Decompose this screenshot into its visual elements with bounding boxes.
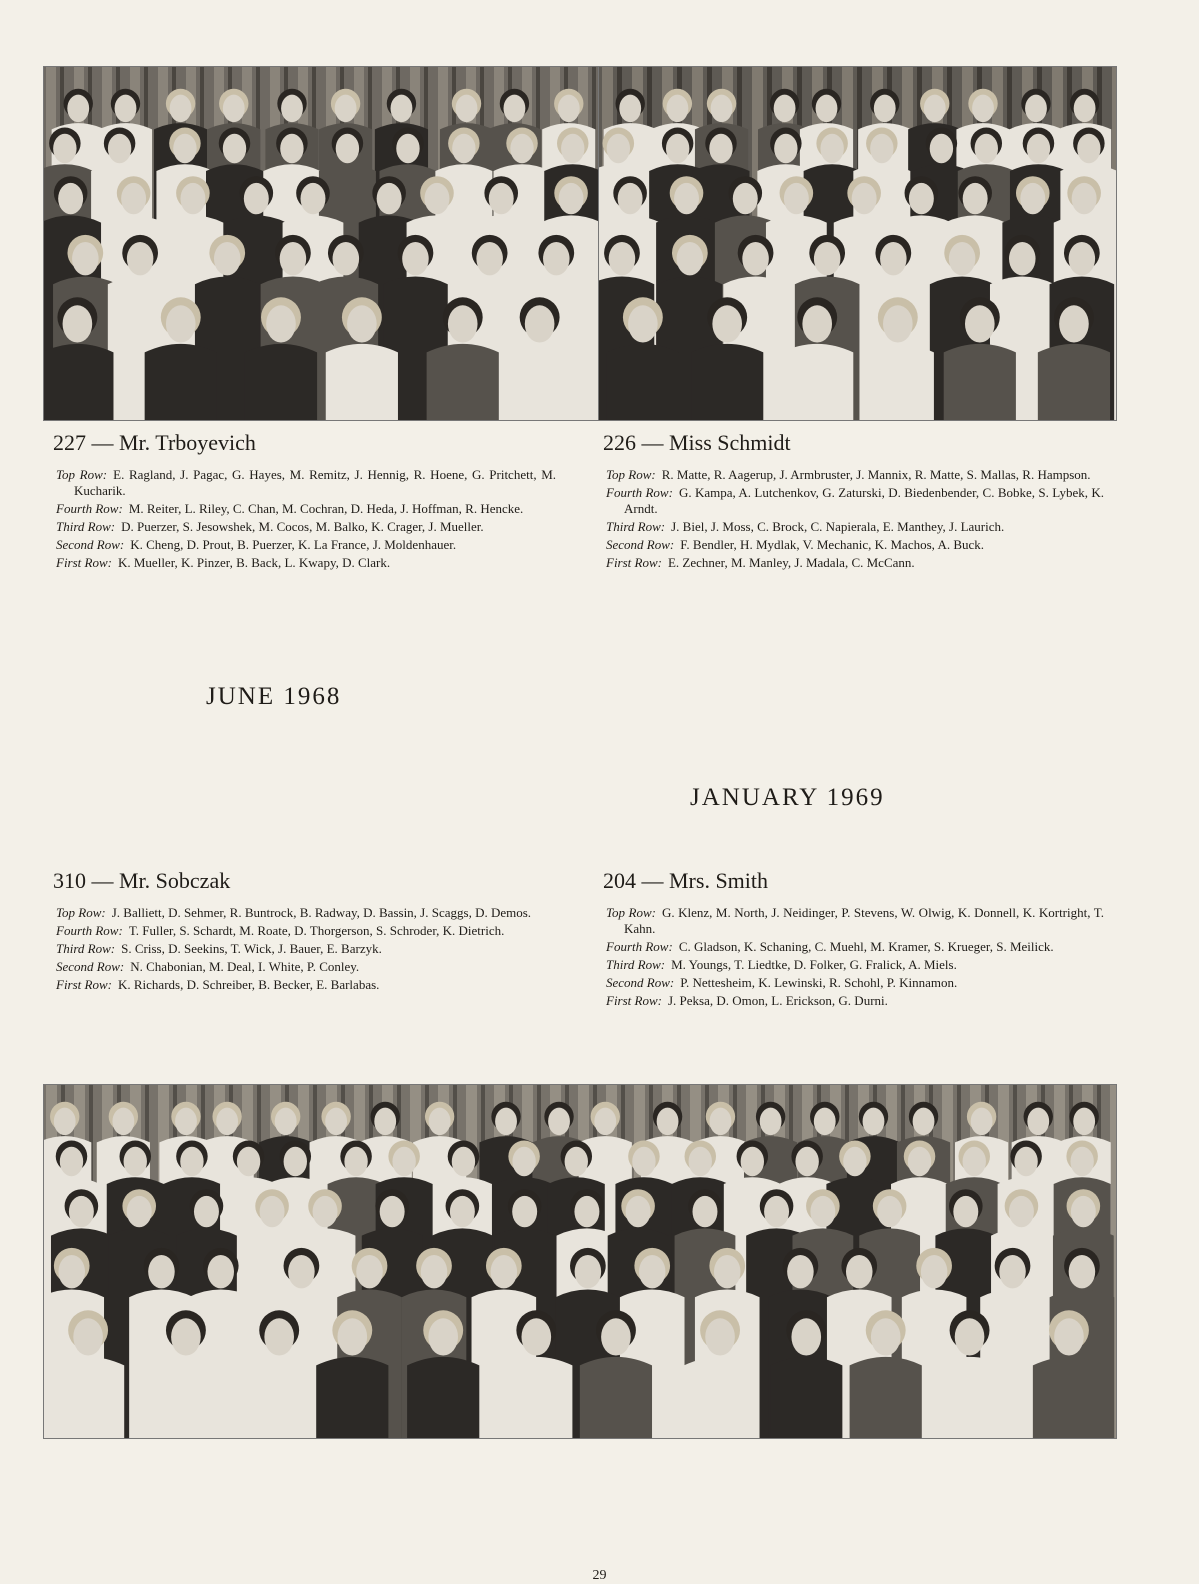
- student-face: [180, 1147, 203, 1176]
- student-face: [112, 1108, 134, 1135]
- row-names: K. Cheng, D. Prout, B. Puerzer, K. La France, J. Moldenhauer.: [130, 537, 457, 552]
- student-face: [909, 183, 934, 214]
- roster-row: [56, 923, 556, 939]
- student-face: [814, 242, 841, 275]
- row-label: Fourth Row:: [606, 939, 673, 954]
- roster-row: [606, 975, 1104, 991]
- student-face: [67, 95, 89, 122]
- student-face: [280, 242, 307, 275]
- student-face: [1071, 1196, 1096, 1227]
- student-face: [53, 134, 76, 163]
- student-face: [949, 242, 976, 275]
- roster-row: [606, 555, 1104, 571]
- class-title-310: 310 — Mr. Sobczak: [53, 868, 231, 893]
- student-face: [335, 95, 357, 122]
- row-label: Second Row:: [56, 537, 125, 552]
- row-label: First Row:: [606, 555, 662, 570]
- student-face: [377, 183, 402, 214]
- student-face: [288, 1255, 315, 1288]
- roster-row: [606, 485, 1104, 517]
- student-face: [883, 305, 913, 342]
- student-face: [607, 134, 630, 163]
- class-roster-226: [606, 467, 1104, 573]
- student-face: [674, 183, 699, 214]
- roster-row: [56, 537, 556, 553]
- student-figure: [770, 1357, 842, 1438]
- student-face: [594, 1108, 616, 1135]
- student-face: [476, 242, 503, 275]
- row-label: Third Row:: [56, 941, 116, 956]
- student-face: [784, 183, 809, 214]
- student-face: [820, 134, 843, 163]
- student-face: [207, 1255, 234, 1288]
- student-face: [456, 95, 478, 122]
- row-names: F. Bendler, H. Mydlak, V. Mechanic, K. Machos, A. Buck.: [680, 537, 985, 552]
- row-names: P. Nettesheim, K. Lewinski, R. Schohl, P. Kinnamon.: [680, 975, 958, 990]
- student-face: [816, 95, 838, 122]
- student-face: [657, 1108, 679, 1135]
- student-face: [559, 183, 584, 214]
- student-figure: [504, 344, 576, 420]
- row-label: Second Row:: [606, 537, 675, 552]
- student-face: [714, 1255, 741, 1288]
- student-face: [127, 1196, 152, 1227]
- row-names: M. Reiter, L. Riley, C. Chan, M. Cochran, D. Heda, J. Hoffman, R. Hencke.: [128, 501, 524, 516]
- student-face: [374, 1108, 396, 1135]
- student-face: [491, 1255, 518, 1288]
- student-face: [336, 134, 359, 163]
- student-face: [171, 1318, 201, 1355]
- student-figure: [243, 1357, 315, 1438]
- class-roster-204: [606, 905, 1104, 1011]
- student-face: [843, 1147, 866, 1176]
- student-face: [972, 95, 994, 122]
- student-face: [337, 1318, 367, 1355]
- student-face: [1020, 183, 1045, 214]
- student-face: [628, 305, 658, 342]
- student-face: [421, 1255, 448, 1288]
- student-face: [953, 1196, 978, 1227]
- roster-row: [606, 957, 1104, 973]
- student-face: [913, 1108, 935, 1135]
- student-face: [58, 1255, 85, 1288]
- student-face: [710, 1108, 732, 1135]
- roster-row: [56, 959, 556, 975]
- row-label: Top Row:: [606, 905, 656, 920]
- student-face: [380, 1196, 405, 1227]
- student-face: [609, 242, 636, 275]
- student-face: [774, 95, 796, 122]
- student-face: [424, 183, 449, 214]
- student-figure: [850, 1357, 922, 1438]
- student-face: [448, 305, 478, 342]
- student-face: [194, 1196, 219, 1227]
- student-face: [69, 1196, 94, 1227]
- student-figure: [427, 344, 499, 420]
- student-face: [450, 1196, 475, 1227]
- student-face: [313, 1196, 338, 1227]
- student-face: [396, 134, 419, 163]
- roster-row: [606, 467, 1104, 483]
- class-photo-310-204: [43, 1084, 1117, 1439]
- row-names: G. Klenz, M. North, J. Neidinger, P. Stevens, W. Olwig, K. Donnell, K. Kortright, T. Kahn.: [624, 905, 1104, 936]
- student-face: [392, 1147, 415, 1176]
- heading-june-1968: JUNE 1968: [206, 683, 342, 710]
- row-label: Fourth Row:: [606, 485, 673, 500]
- student-face: [963, 1147, 986, 1176]
- row-names: K. Richards, D. Schreiber, B. Becker, E. Barlabas.: [117, 977, 380, 992]
- student-face: [870, 134, 893, 163]
- student-face: [260, 1196, 285, 1227]
- row-label: First Row:: [56, 555, 112, 570]
- student-face: [930, 134, 953, 163]
- class-photo-226: [598, 66, 1117, 421]
- student-figure: [407, 1357, 479, 1438]
- student-face: [108, 134, 131, 163]
- student-figure: [781, 344, 853, 420]
- student-face: [705, 1318, 735, 1355]
- row-names: S. Criss, D. Seekins, T. Wick, J. Bauer, E. Barzyk.: [121, 941, 382, 956]
- roster-row: [56, 467, 556, 499]
- student-face: [121, 183, 146, 214]
- student-face: [495, 1108, 517, 1135]
- student-face: [115, 95, 137, 122]
- row-label: Fourth Row:: [56, 501, 123, 516]
- student-face: [489, 183, 514, 214]
- row-names: J. Peksa, D. Omon, L. Erickson, G. Durni.: [667, 993, 888, 1008]
- student-face: [601, 1318, 631, 1355]
- row-names: J. Biel, J. Moss, C. Brock, C. Napierala, E. Manthey, J. Laurich.: [671, 519, 1005, 534]
- student-face: [1025, 95, 1047, 122]
- student-face: [1059, 305, 1089, 342]
- student-face: [693, 1196, 718, 1227]
- student-face: [863, 1108, 885, 1135]
- student-figure: [145, 344, 217, 420]
- roster-row: [56, 941, 556, 957]
- student-face: [565, 1147, 588, 1176]
- student-face: [148, 1255, 175, 1288]
- row-label: Top Row:: [56, 905, 106, 920]
- student-face: [504, 95, 526, 122]
- student-face: [452, 134, 475, 163]
- student-face: [63, 305, 93, 342]
- student-face: [175, 1108, 197, 1135]
- student-face: [402, 242, 429, 275]
- row-names: M. Youngs, T. Liedtke, D. Folker, G. Fralick, A. Miels.: [671, 957, 957, 972]
- roster-row: [606, 537, 1104, 553]
- roster-row: [606, 905, 1104, 937]
- student-face: [814, 1108, 836, 1135]
- student-face: [173, 134, 196, 163]
- row-label: Top Row:: [56, 467, 108, 482]
- student-face: [742, 242, 769, 275]
- student-face: [543, 242, 570, 275]
- photo-graphic: [44, 1085, 1116, 1438]
- roster-row: [606, 993, 1104, 1009]
- roster-row: [606, 519, 1104, 535]
- student-face: [58, 183, 83, 214]
- student-face: [626, 1196, 651, 1227]
- student-figure: [316, 1357, 388, 1438]
- student-face: [73, 1318, 103, 1355]
- photo-graphic: [44, 67, 599, 420]
- student-figure: [52, 1357, 124, 1438]
- student-face: [216, 1108, 238, 1135]
- student-face: [709, 134, 732, 163]
- class-photo-227: [43, 66, 600, 421]
- row-names: R. Matte, R. Aagerup, J. Armbruster, J. Mannix, R. Matte, S. Mallas, R. Hampson.: [661, 467, 1091, 482]
- student-face: [852, 183, 877, 214]
- student-face: [965, 305, 995, 342]
- roster-row: [606, 939, 1104, 955]
- student-figure: [150, 1357, 222, 1438]
- student-face: [877, 1196, 902, 1227]
- student-face: [999, 1255, 1026, 1288]
- student-face: [764, 1196, 789, 1227]
- student-figure: [933, 1357, 1005, 1438]
- student-face: [574, 1196, 599, 1227]
- student-face: [72, 242, 99, 275]
- roster-row: [56, 501, 556, 517]
- student-figure: [1033, 1357, 1105, 1438]
- class-roster-227: [56, 467, 556, 573]
- student-face: [880, 242, 907, 275]
- student-face: [512, 1196, 537, 1227]
- student-figure: [684, 1357, 756, 1438]
- class-roster-310: [56, 905, 556, 995]
- student-face: [1070, 1147, 1093, 1176]
- student-face: [391, 95, 413, 122]
- student-face: [214, 242, 241, 275]
- student-face: [127, 242, 154, 275]
- student-face: [955, 1318, 985, 1355]
- student-face: [166, 305, 196, 342]
- student-figure: [326, 344, 398, 420]
- student-face: [333, 242, 360, 275]
- student-face: [1069, 1255, 1096, 1288]
- row-label: Third Row:: [606, 519, 666, 534]
- student-face: [810, 1196, 835, 1227]
- student-face: [975, 134, 998, 163]
- row-names: E. Ragland, J. Pagac, G. Hayes, M. Remitz, J. Hennig, R. Hoene, G. Pritchett, M. Kucharik.: [74, 467, 557, 498]
- student-figure: [580, 1357, 652, 1438]
- heading-january-1969: JANUARY 1969: [690, 784, 885, 811]
- row-label: Second Row:: [56, 959, 125, 974]
- row-names: K. Mueller, K. Pinzer, B. Back, L. Kwapy, D. Clark.: [117, 555, 391, 570]
- student-face: [774, 134, 797, 163]
- student-face: [575, 1255, 602, 1288]
- student-face: [874, 95, 896, 122]
- student-face: [264, 1318, 294, 1355]
- student-figure: [607, 344, 679, 420]
- student-face: [1069, 242, 1096, 275]
- roster-row: [56, 519, 556, 535]
- student-face: [908, 1147, 931, 1176]
- student-face: [1027, 1108, 1049, 1135]
- student-face: [170, 95, 192, 122]
- roster-row: [56, 905, 556, 921]
- row-names: N. Chabonian, M. Deal, I. White, P. Conley.: [130, 959, 360, 974]
- student-face: [180, 183, 205, 214]
- student-face: [1009, 242, 1036, 275]
- class-title-204: 204 — Mrs. Smith: [603, 868, 769, 893]
- student-face: [1077, 134, 1100, 163]
- student-face: [619, 95, 641, 122]
- student-face: [846, 1255, 873, 1288]
- row-label: Second Row:: [606, 975, 675, 990]
- student-face: [791, 1318, 821, 1355]
- student-face: [712, 305, 742, 342]
- student-face: [60, 1147, 83, 1176]
- student-face: [666, 95, 688, 122]
- student-face: [632, 1147, 655, 1176]
- student-face: [924, 95, 946, 122]
- student-face: [1014, 1147, 1037, 1176]
- student-face: [347, 305, 377, 342]
- student-face: [223, 95, 245, 122]
- student-face: [689, 1147, 712, 1176]
- student-figure: [245, 344, 317, 420]
- row-label: Third Row:: [606, 957, 666, 972]
- student-face: [666, 134, 689, 163]
- student-face: [711, 95, 733, 122]
- student-face: [677, 242, 704, 275]
- student-face: [525, 305, 555, 342]
- student-face: [281, 95, 303, 122]
- student-face: [871, 1318, 901, 1355]
- student-face: [521, 1318, 551, 1355]
- student-face: [548, 1108, 570, 1135]
- student-face: [429, 1108, 451, 1135]
- student-face: [244, 183, 269, 214]
- student-face: [54, 1108, 76, 1135]
- class-title-227: 227 — Mr. Trboyevich: [53, 430, 256, 455]
- student-figure: [944, 344, 1016, 420]
- row-label: Third Row:: [56, 519, 116, 534]
- student-face: [223, 134, 246, 163]
- page-number: 29: [592, 1568, 607, 1583]
- student-face: [741, 1147, 764, 1176]
- student-face: [963, 183, 988, 214]
- student-face: [639, 1255, 666, 1288]
- student-face: [510, 134, 533, 163]
- row-names: E. Zechner, M. Manley, J. Madala, C. McCann.: [667, 555, 915, 570]
- student-face: [921, 1255, 948, 1288]
- student-face: [733, 183, 758, 214]
- student-face: [275, 1108, 297, 1135]
- student-face: [428, 1318, 458, 1355]
- student-figure: [691, 344, 763, 420]
- student-face: [325, 1108, 347, 1135]
- student-face: [512, 1147, 535, 1176]
- student-face: [971, 1108, 993, 1135]
- student-face: [344, 1147, 367, 1176]
- student-face: [1073, 1108, 1095, 1135]
- row-names: J. Balliett, D. Sehmer, R. Buntrock, B. Radway, D. Bassin, J. Scaggs, D. Demos.: [111, 905, 532, 920]
- student-face: [356, 1255, 383, 1288]
- student-face: [237, 1147, 260, 1176]
- roster-row: [56, 555, 556, 571]
- student-face: [266, 305, 296, 342]
- student-face: [787, 1255, 814, 1288]
- student-figure: [1038, 344, 1110, 420]
- student-face: [1054, 1318, 1084, 1355]
- row-names: C. Gladson, K. Schaning, C. Muehl, M. Kramer, S. Krueger, S. Meilick.: [678, 939, 1054, 954]
- row-names: T. Fuller, S. Schardt, M. Roate, D. Thorgerson, S. Schroder, K. Dietrich.: [128, 923, 505, 938]
- photo-graphic: [599, 67, 1116, 420]
- student-face: [760, 1108, 782, 1135]
- student-face: [284, 1147, 307, 1176]
- student-face: [1009, 1196, 1034, 1227]
- row-label: Top Row:: [606, 467, 656, 482]
- student-face: [795, 1147, 818, 1176]
- student-face: [561, 134, 584, 163]
- student-figure: [500, 1357, 572, 1438]
- student-face: [802, 305, 832, 342]
- student-face: [618, 183, 643, 214]
- student-face: [1074, 95, 1096, 122]
- row-label: First Row:: [56, 977, 112, 992]
- roster-row: [56, 977, 556, 993]
- student-face: [452, 1147, 475, 1176]
- students-group: [44, 89, 599, 420]
- student-face: [1027, 134, 1050, 163]
- student-figure: [44, 344, 113, 420]
- row-label: Fourth Row:: [56, 923, 123, 938]
- student-figure: [862, 344, 934, 420]
- student-face: [300, 183, 325, 214]
- class-title-226: 226 — Miss Schmidt: [603, 430, 791, 455]
- student-face: [280, 134, 303, 163]
- student-face: [124, 1147, 147, 1176]
- row-label: First Row:: [606, 993, 662, 1008]
- row-names: G. Kampa, A. Lutchenkov, G. Zaturski, D. Biedenbender, C. Bobke, S. Lybek, K. Arndt.: [624, 485, 1105, 516]
- student-face: [558, 95, 580, 122]
- student-face: [1072, 183, 1097, 214]
- row-names: D. Puerzer, S. Jesowshek, M. Cocos, M. Balko, K. Crager, J. Mueller.: [121, 519, 484, 534]
